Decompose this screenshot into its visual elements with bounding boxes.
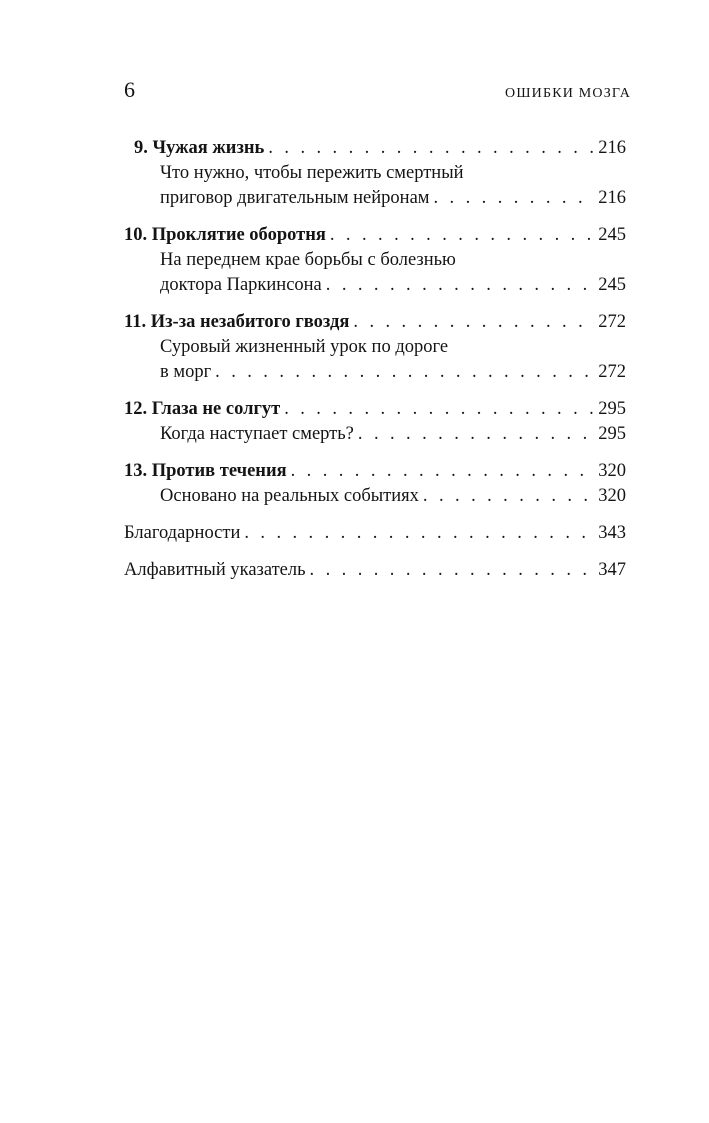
toc-chapter-title-line[interactable] <box>124 310 626 335</box>
chapter-title: 12. Глаза не солгут <box>124 399 281 419</box>
toc-index <box>124 558 626 583</box>
toc-entry-line[interactable] <box>124 558 626 583</box>
entry-title: Алфавитный указатель <box>124 560 306 580</box>
dot-leader <box>330 223 594 248</box>
toc-chapter-12 <box>124 397 626 447</box>
toc-subtitle-line[interactable] <box>124 273 626 298</box>
toc-subtitle-line <box>124 335 626 360</box>
page-ref: 347 <box>598 560 626 580</box>
subtitle-text: Что нужно, чтобы пережить смертный <box>160 163 464 183</box>
dot-leader <box>291 459 595 484</box>
subtitle-text: в морг <box>160 362 212 382</box>
toc-chapter-title-line[interactable] <box>124 136 626 161</box>
page-ref: 272 <box>598 362 626 382</box>
subtitle-text: доктора Паркинсона <box>160 275 322 295</box>
dot-leader <box>326 273 594 298</box>
toc-chapter-title-line[interactable] <box>124 397 626 422</box>
toc-subtitle-line <box>124 248 626 273</box>
page-ref: 272 <box>598 312 626 332</box>
dot-leader <box>284 397 594 422</box>
subtitle-text: приговор двигательным нейронам <box>160 188 430 208</box>
page-ref: 216 <box>598 138 626 158</box>
page-ref: 216 <box>598 188 626 208</box>
chapter-title: 13. Против течения <box>124 461 287 481</box>
toc-subtitle-line[interactable] <box>124 360 626 385</box>
toc-subtitle-line[interactable] <box>124 484 626 509</box>
subtitle-text: На переднем крае борьбы с болезнью <box>160 250 456 270</box>
toc-chapter-13 <box>124 459 626 509</box>
toc-entry-line[interactable] <box>124 521 626 546</box>
running-header: ОШИБКИ МОЗГА <box>505 86 631 101</box>
toc-chapter-9 <box>124 136 626 211</box>
page-ref: 295 <box>598 424 626 444</box>
dot-leader <box>215 360 594 385</box>
toc-chapter-10 <box>124 223 626 298</box>
page-ref: 343 <box>598 523 626 543</box>
page-ref: 295 <box>598 399 626 419</box>
dot-leader <box>310 558 595 583</box>
entry-title: Благодарности <box>124 523 241 543</box>
page-ref: 320 <box>598 486 626 506</box>
page-number: 6 <box>124 77 135 102</box>
toc-subtitle-line <box>124 161 626 186</box>
dot-leader <box>423 484 594 509</box>
dot-leader <box>353 310 594 335</box>
dot-leader <box>244 521 594 546</box>
chapter-title: 9. Чужая жизнь <box>134 138 265 158</box>
dot-leader <box>268 136 594 161</box>
toc-chapter-11 <box>124 310 626 385</box>
page-ref: 245 <box>598 275 626 295</box>
toc-chapter-title-line[interactable] <box>124 223 626 248</box>
subtitle-text: Когда наступает смерть? <box>160 424 354 444</box>
page-ref: 320 <box>598 461 626 481</box>
page-ref: 245 <box>598 225 626 245</box>
toc-subtitle-line[interactable] <box>124 422 626 447</box>
dot-leader <box>358 422 594 447</box>
chapter-title: 10. Проклятие оборотня <box>124 225 326 245</box>
subtitle-text: Суровый жизненный урок по дороге <box>160 337 449 357</box>
dot-leader <box>434 186 595 211</box>
subtitle-text: Основано на реальных событиях <box>160 486 419 506</box>
table-of-contents <box>124 136 626 595</box>
toc-subtitle-line[interactable] <box>124 186 626 211</box>
toc-acknowledgements <box>124 521 626 546</box>
chapter-title: 11. Из-за незабитого гвоздя <box>124 312 350 332</box>
toc-chapter-title-line[interactable] <box>124 459 626 484</box>
